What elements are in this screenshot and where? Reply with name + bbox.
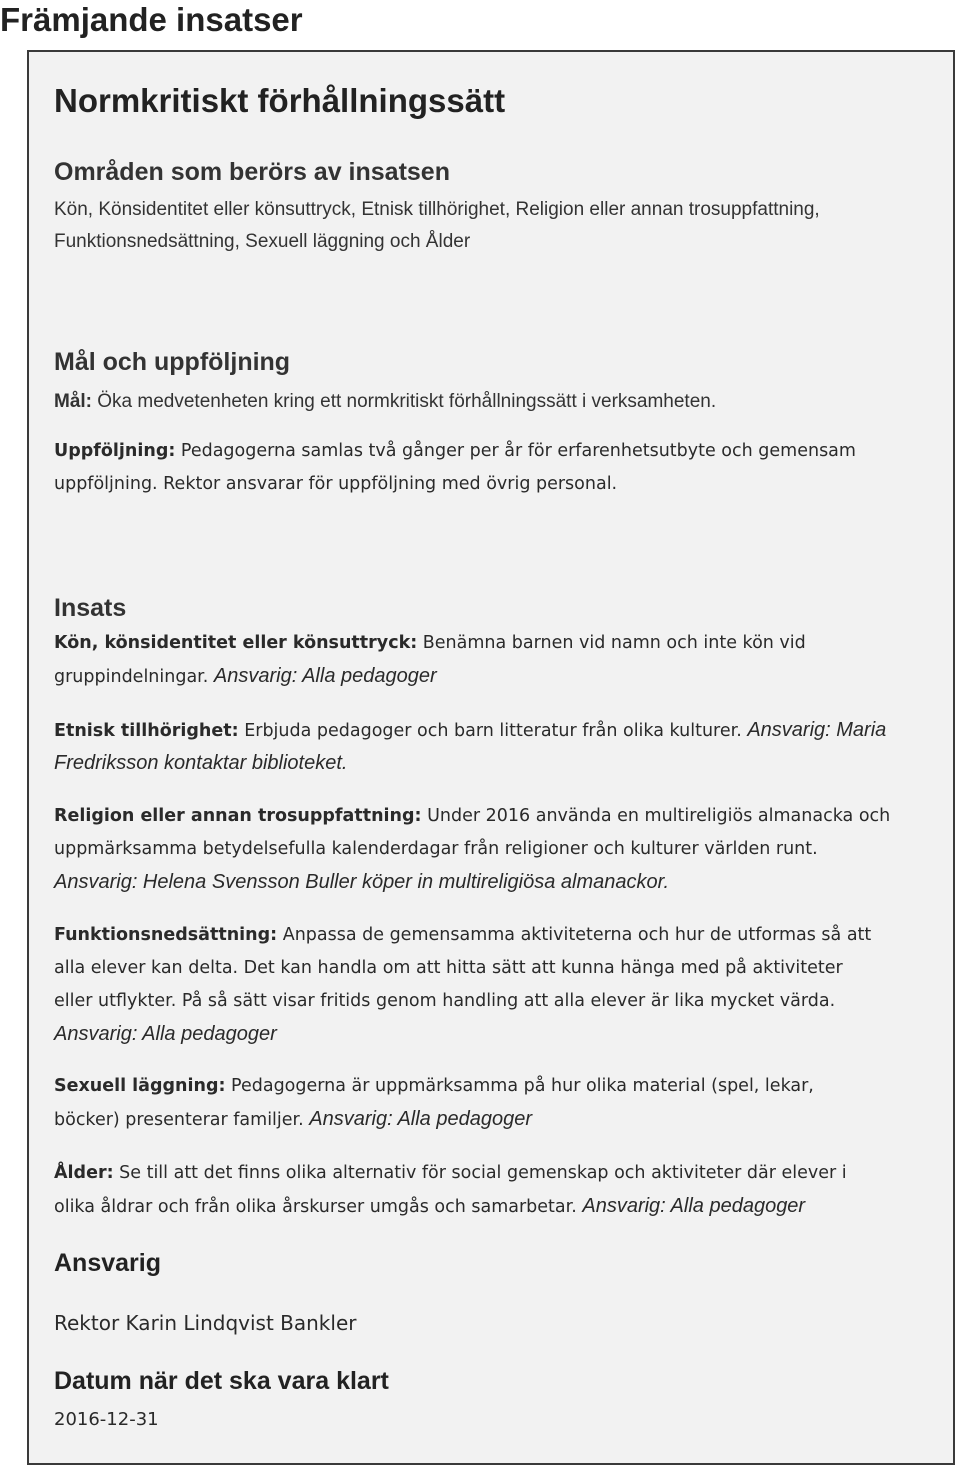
page-title: Främjande insatser [0, 1, 303, 38]
insats-label: Religion eller annan trosuppfattning: [54, 806, 422, 826]
insats-label: Ålder: [54, 1163, 114, 1183]
deadline-date: 2016-12-31 [54, 1409, 159, 1430]
insats-text: Benämna barnen vid namn och inte kön vid [417, 633, 806, 653]
areas-line-2: Funktionsnedsättning, Sexuell läggning och Ålder [54, 231, 471, 252]
insats-item-sexual-orientation [54, 1070, 814, 1136]
goals-heading: Mål och uppföljning [54, 348, 291, 376]
insats-text: böcker) presenterar familjer. [54, 1110, 310, 1130]
insats-text: olika åldrar och från olika årskurser umgås och samarbetar. [54, 1197, 583, 1217]
follow-up-label: Uppföljning: [54, 441, 176, 461]
responsible-name: Rektor Karin Lindqvist Bankler [54, 1311, 357, 1335]
deadline-heading: Datum när det ska vara klart [54, 1367, 389, 1395]
insats-text: uppmärksamma betydelsefulla kalenderdagar från religioner och kulturer världen runt. [54, 839, 818, 859]
insats-text: Erbjuda pedagoger och barn litteratur från olika kulturer. [238, 721, 748, 741]
insats-text: Se till att det finns olika alternativ för social gemenskap och aktiviteter där elever i [113, 1163, 847, 1183]
insats-responsible: Ansvarig: Alla pedagoger [213, 665, 437, 687]
follow-up-line-1: Pedagogerna samlas två gånger per år för erfarenhetsutbyte och gemensam [175, 441, 856, 461]
insats-responsible: Ansvarig: Alla pedagoger [309, 1108, 532, 1130]
goal-label: Mål: [54, 391, 92, 412]
insats-text: Anpassa de gemensamma aktiviteterna och hur de utformas så att [277, 925, 872, 945]
insats-item-disability [54, 919, 871, 1051]
responsible-heading: Ansvarig [54, 1249, 161, 1277]
insats-responsible: Ansvarig: Alla pedagoger [582, 1195, 806, 1217]
insats-item-gender [54, 627, 806, 693]
insats-text: eller utflykter. På så sätt visar fritids genom handling att alla elever är lika mycket värda. [54, 991, 836, 1011]
insats-text: Pedagogerna är uppmärksamma på hur olika material (spel, lekar, [225, 1076, 814, 1096]
insats-heading: Insats [54, 594, 127, 622]
insats-label: Sexuell läggning: [54, 1076, 226, 1096]
areas-line-1: Kön, Könsidentitet eller könsuttryck, Etnisk tillhörighet, Religion eller annan trosuppfattning, [54, 199, 820, 220]
goal-value: Öka medvetenheten kring ett normkritiskt förhållningssätt i verksamheten. [92, 391, 717, 412]
insats-label: Kön, könsidentitet eller könsuttryck: [54, 633, 418, 653]
insats-responsible: Ansvarig: Helena Svensson Buller köper in multireligiösa almanackor. [54, 871, 670, 893]
document-box [27, 50, 955, 1465]
insats-responsible: Ansvarig: Maria [747, 719, 887, 741]
insats-text: alla elever kan delta. Det kan handla om att hitta sätt att kunna hänga med på aktiviteter [54, 958, 843, 978]
insats-text: gruppindelningar. [54, 667, 214, 687]
insats-item-religion [54, 800, 890, 899]
insats-label: Etnisk tillhörighet: [54, 721, 239, 741]
areas-heading: Områden som berörs av insatsen [54, 158, 450, 186]
insats-item-ethnicity [54, 714, 886, 780]
insats-responsible-cont: Fredriksson kontaktar biblioteket. [54, 752, 348, 774]
insats-text: Under 2016 använda en multireligiös almanacka och [421, 806, 891, 826]
insats-label: Funktionsnedsättning: [54, 925, 278, 945]
document-title: Normkritiskt förhållningssätt [54, 82, 506, 119]
follow-up-paragraph [54, 435, 856, 501]
insats-item-age [54, 1157, 847, 1223]
follow-up-line-2: uppföljning. Rektor ansvarar för uppföljning med övrig personal. [54, 474, 618, 494]
insats-responsible: Ansvarig: Alla pedagoger [54, 1023, 277, 1045]
goal-text [54, 391, 716, 413]
